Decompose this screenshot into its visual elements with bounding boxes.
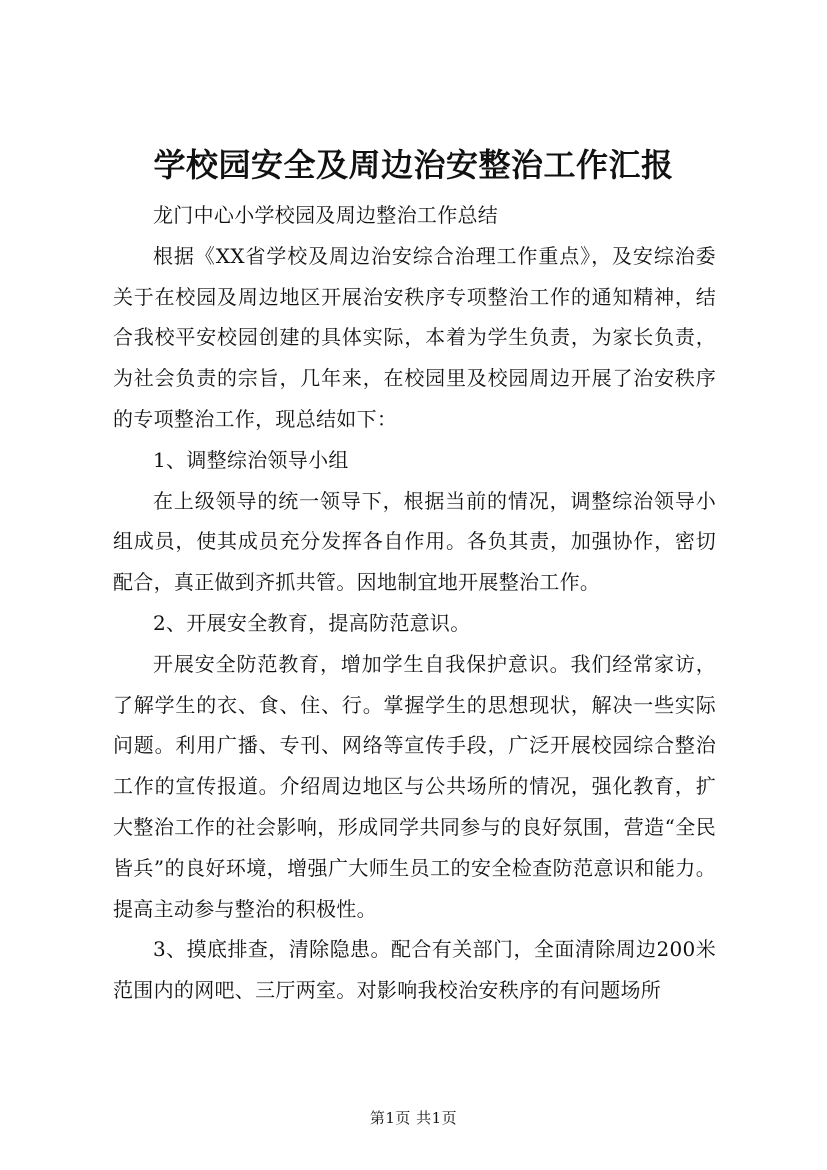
- document-title: 学校园安全及周边治安整治工作汇报: [153, 146, 674, 184]
- paragraph-section-3: 3、摸底排查，清除隐患。配合有关部门，全面清除周边200米范围内的网吧、三厅两室。对影响我校治安秩序的有问题场所: [113, 937, 716, 1003]
- paragraph-section-1: 在上级领导的统一领导下，根据当前的情况，调整综治领导小组成员，使其成员充分发挥各自作用。各负其责，加强协作，密切配合，真正做到齐抓共管。因地制宜地开展整治工作。: [113, 488, 716, 595]
- paragraph-section-2: 开展安全防范教育，增加学生自我保护意识。我们经常家访，了解学生的衣、食、住、行。掌握学生的思想现状，解决一些实际问题。利用广播、专刊、网络等宣传手段，广泛开展校园综合整治工作的宣传报道。介绍周边地区与公共场所的情况，强化教育，扩大整治工作的社会影响，形成同学共同参与的良好氛围，营造“全民皆兵”的良好环境，增强广大师生员工的安全检查防范意识和能力。提高主动参与整治的积极性。: [113, 651, 716, 921]
- document-body: [113, 195, 716, 1011]
- page-number-footer: 第1页 共1页: [369, 1109, 458, 1127]
- heading-section-1: 1、调整综治领导小组: [153, 447, 349, 472]
- paragraph-intro: 根据《XX省学校及周边治安综合治理工作重点》，及安综治委关于在校园及周边地区开展治安秩序专项整治工作的通知精神，结合我校平安校园创建的具体实际，本着为学生负责，为家长负责，为社会负责的宗旨，几年来，在校园里及校园周边开展了治安秩序的专项整治工作，现总结如下：: [113, 243, 716, 431]
- heading-section-2: 2、开展安全教育，提高防范意识。: [153, 610, 471, 635]
- paragraph-subtitle: 龙门中心小学校园及周边整治工作总结: [153, 203, 499, 227]
